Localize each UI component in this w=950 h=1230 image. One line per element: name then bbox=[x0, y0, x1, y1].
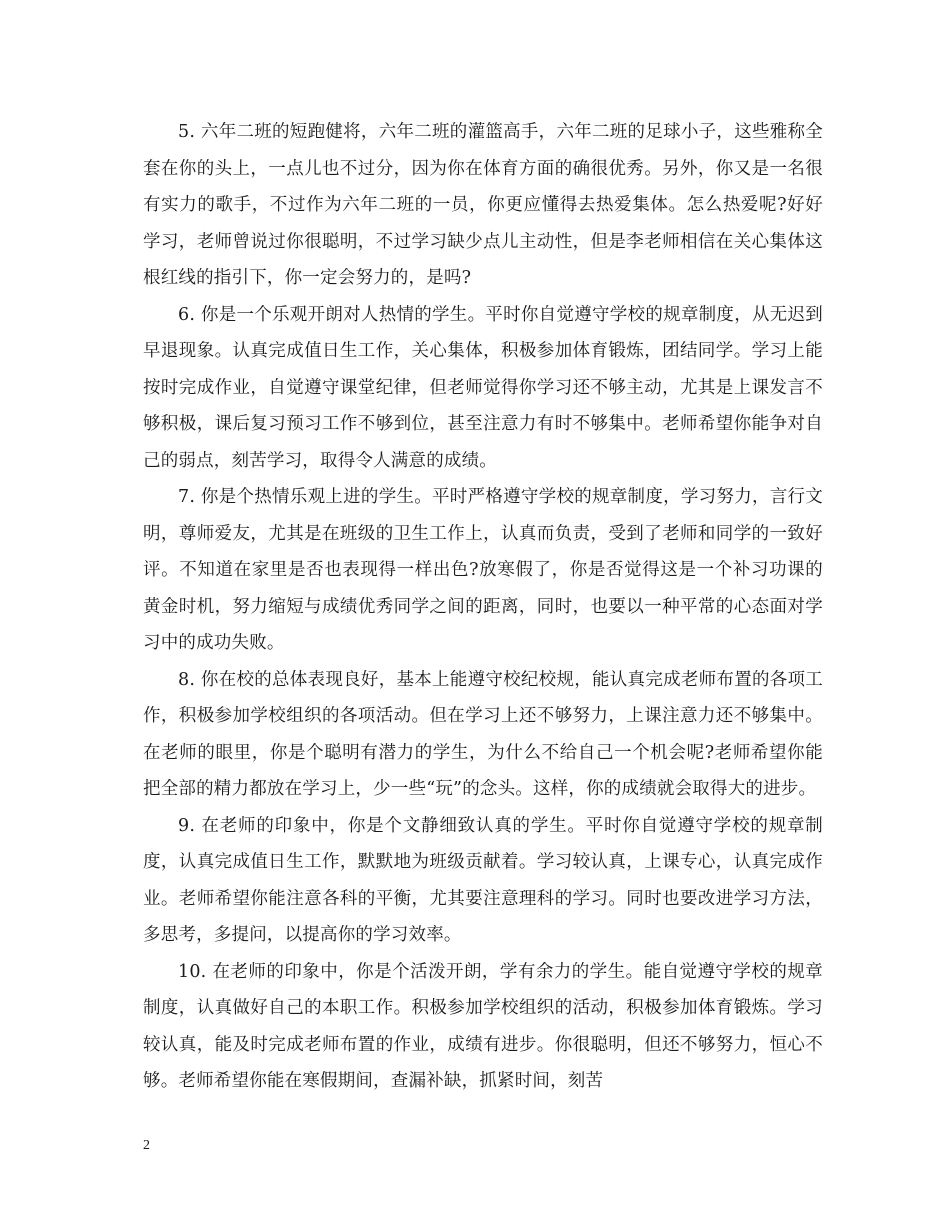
paragraph-comment-5: 5. 六年二班的短跑健将，六年二班的灌篮高手，六年二班的足球小子，这些雅称全套在你的头上，一点儿也不过分，因为你在体育方面的确很优秀。另外，你又是一名很有实力的歌手，不过作为六年二班的一员，你更应懂得去热爱集体。怎么热爱呢?好好学习，老师曾说过你很聪明，不过学习缺少点儿主动性，但是李老师相信在关心集体这根红线的指引下，你一定会努力的，是吗? bbox=[143, 122, 823, 288]
paragraph-comment-8: 8. 你在校的总体表现良好，基本上能遵守校纪校规，能认真完成老师布置的各项工作，积极参加学校组织的各项活动。但在学习上还不够努力，上课注意力还不够集中。在老师的眼里，你是个聪明有潜力的学生，为什么不给自己一个机会呢?老师希望你能把全部的精力都放在学习上，少一些“玩”的念头。这样，你的成绩就会取得大的进步。 bbox=[143, 669, 823, 799]
body-text bbox=[143, 114, 823, 1100]
paragraph-comment-6: 6. 你是一个乐观开朗对人热情的学生。平时你自觉遵守学校的规章制度，从无迟到早退现象。认真完成值日生工作，关心集体，积极参加体育锻炼，团结同学。学习上能按时完成作业，自觉遵守课堂纪律，但老师觉得你学习还不够主动，尤其是上课发言不够积极，课后复习预习工作不够到位，甚至注意力有时不够集中。老师希望你能争对自己的弱点，刻苦学习，取得令人满意的成绩。 bbox=[143, 304, 823, 471]
paragraph-comment-10: 10. 在老师的印象中，你是个活泼开朗，学有余力的学生。能自觉遵守学校的规章制度，认真做好自己的本职工作。积极参加学校组织的活动，积极参加体育锻炼。学习较认真，能及时完成老师布置的作业，成绩有进步。你很聪明，但还不够努力，恒心不够。老师希望你能在寒假期间，查漏补缺，抓紧时间，刻苦 bbox=[143, 961, 823, 1091]
paragraph-comment-9: 9. 在老师的印象中，你是个文静细致认真的学生。平时你自觉遵守学校的规章制度，认真完成值日生工作，默默地为班级贡献着。学习较认真，上课专心，认真完成作业。老师希望你能注意各科的平衡，尤其要注意理科的学习。同时也要改进学习方法，多思考，多提问，以提高你的学习效率。 bbox=[143, 815, 823, 945]
paragraph-comment-7: 7. 你是个热情乐观上进的学生。平时严格遵守学校的规章制度，学习努力，言行文明，尊师爱友，尤其是在班级的卫生工作上，认真而负责，受到了老师和同学的一致好评。不知道在家里是否也表现得一样出色?放寒假了，你是否觉得这是一个补习功课的黄金时机，努力缩短与成绩优秀同学之间的距离，同时，也要以一种平常的心态面对学习中的成功失败。 bbox=[143, 487, 823, 653]
page-number: 2 bbox=[143, 1138, 150, 1153]
